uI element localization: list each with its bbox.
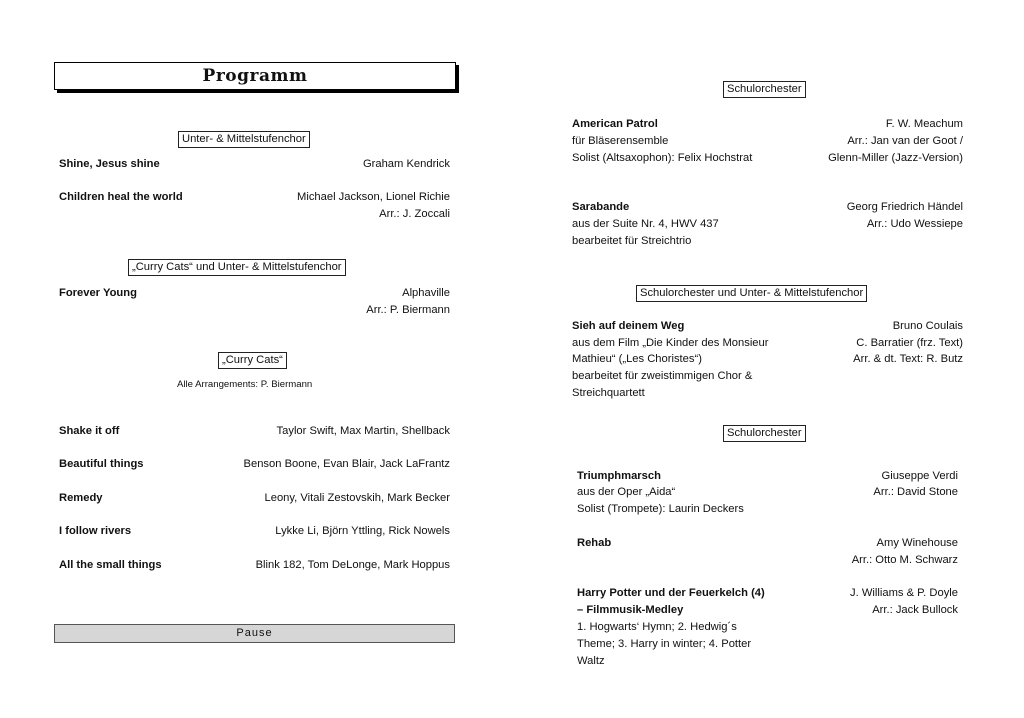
program-item-composer: Blink 182, Tom DeLonge, Mark Hoppus <box>255 559 450 571</box>
program-item-detail: 1. Hogwarts‘ Hymn; 2. Hedwig´s <box>577 621 737 633</box>
program-item-title: Shake it off <box>59 425 120 437</box>
program-item-title: Harry Potter und der Feuerkelch (4) <box>577 587 765 599</box>
program-item-arranger: Glenn-Miller (Jazz-Version) <box>828 152 963 164</box>
program-item-composer: Graham Kendrick <box>362 158 450 170</box>
program-item-title: Beautiful things <box>59 458 144 470</box>
program-item-title: Rehab <box>577 537 612 549</box>
program-item-detail: Theme; 3. Harry in winter; 4. Potter <box>577 638 752 650</box>
program-item-composer: Lykke Li, Björn Yttling, Rick Nowels <box>275 525 450 537</box>
program-item-composer: J. Williams & P. Doyle <box>850 587 958 599</box>
program-item-arranger: Arr.: David Stone <box>873 486 958 498</box>
program-item-composer: Taylor Swift, Max Martin, Shellback <box>276 425 450 437</box>
program-item-title: Forever Young <box>59 287 137 299</box>
program-item-arranger: Arr.: Jan van der Goot / <box>847 135 963 147</box>
program-item-title: All the small things <box>59 559 162 571</box>
program-item-arranger: C. Barratier (frz. Text) <box>856 337 963 349</box>
program-item-title: – Filmmusik-Medley <box>577 604 684 616</box>
program-item-detail: Mathieu“ („Les Choristes“) <box>572 353 702 365</box>
program-item-composer: Alphaville <box>402 287 450 299</box>
program-item-arranger: Arr.: J. Zoccali <box>379 208 450 220</box>
program-item-arranger: Arr.: P. Biermann <box>366 304 450 316</box>
program-item-detail: aus der Oper „Aida“ <box>577 486 676 498</box>
program-item-title: Shine, Jesus shine <box>59 158 160 170</box>
program-item-detail: bearbeitet für zweistimmigen Chor & <box>572 370 753 382</box>
program-item-detail: Waltz <box>577 655 605 667</box>
program-item-detail: aus dem Film „Die Kinder des Monsieur <box>572 337 769 349</box>
program-item-composer: Michael Jackson, Lionel Richie <box>297 191 450 203</box>
program-item-title: American Patrol <box>572 118 658 130</box>
page-title: Programm <box>54 62 456 90</box>
program-item-composer: Giuseppe Verdi <box>881 470 958 482</box>
program-item-title: Triumphmarsch <box>577 470 661 482</box>
program-item-composer: Benson Boone, Evan Blair, Jack LaFrantz <box>243 458 450 470</box>
program-item-composer: F. W. Meachum <box>885 118 963 130</box>
program-item-detail: Streichquartett <box>572 387 645 399</box>
program-item-title: Remedy <box>59 492 103 504</box>
program-item-detail: aus der Suite Nr. 4, HWV 437 <box>572 218 719 230</box>
program-item-title: Sieh auf deinem Weg <box>572 320 685 332</box>
program-item-arranger: Arr.: Udo Wessiepe <box>866 218 963 230</box>
program-item-composer: Georg Friedrich Händel <box>846 201 963 213</box>
program-item-arranger: Arr.: Jack Bullock <box>872 604 958 616</box>
program-item-arranger: Arr. & dt. Text: R. Butz <box>853 353 963 365</box>
program-item-detail: für Bläserensemble <box>572 135 669 147</box>
program-item-composer: Leony, Vitali Zestovskih, Mark Becker <box>264 492 450 504</box>
program-item-title: Sarabande <box>572 201 630 213</box>
program-item-arranger: Arr.: Otto M. Schwarz <box>851 554 958 566</box>
section-heading-orchestra-2: Schulorchester <box>723 425 806 442</box>
arrangements-note: Alle Arrangements: P. Biermann <box>177 379 313 390</box>
program-item-composer: Bruno Coulais <box>892 320 963 332</box>
pause-banner: Pause <box>54 624 455 643</box>
program-item-detail: bearbeitet für Streichtrio <box>572 235 692 247</box>
program-item-detail: Solist (Trompete): Laurin Deckers <box>577 503 744 515</box>
section-heading-curry-cats: „Curry Cats“ <box>218 352 287 369</box>
program-item-title: I follow rivers <box>59 525 132 537</box>
program-item-detail: Solist (Altsaxophon): Felix Hochstrat <box>572 152 753 164</box>
section-heading-choir: Unter- & Mittelstufenchor <box>178 131 310 148</box>
section-heading-orchestra-choir: Schulorchester und Unter- & Mittelstufenchor <box>636 285 867 302</box>
program-item-composer: Amy Winehouse <box>876 537 958 549</box>
program-item-title: Children heal the world <box>59 191 183 203</box>
section-heading-orchestra: Schulorchester <box>723 81 806 98</box>
section-heading-curry-cats-choir: „Curry Cats“ und Unter- & Mittelstufenchor <box>128 259 346 276</box>
